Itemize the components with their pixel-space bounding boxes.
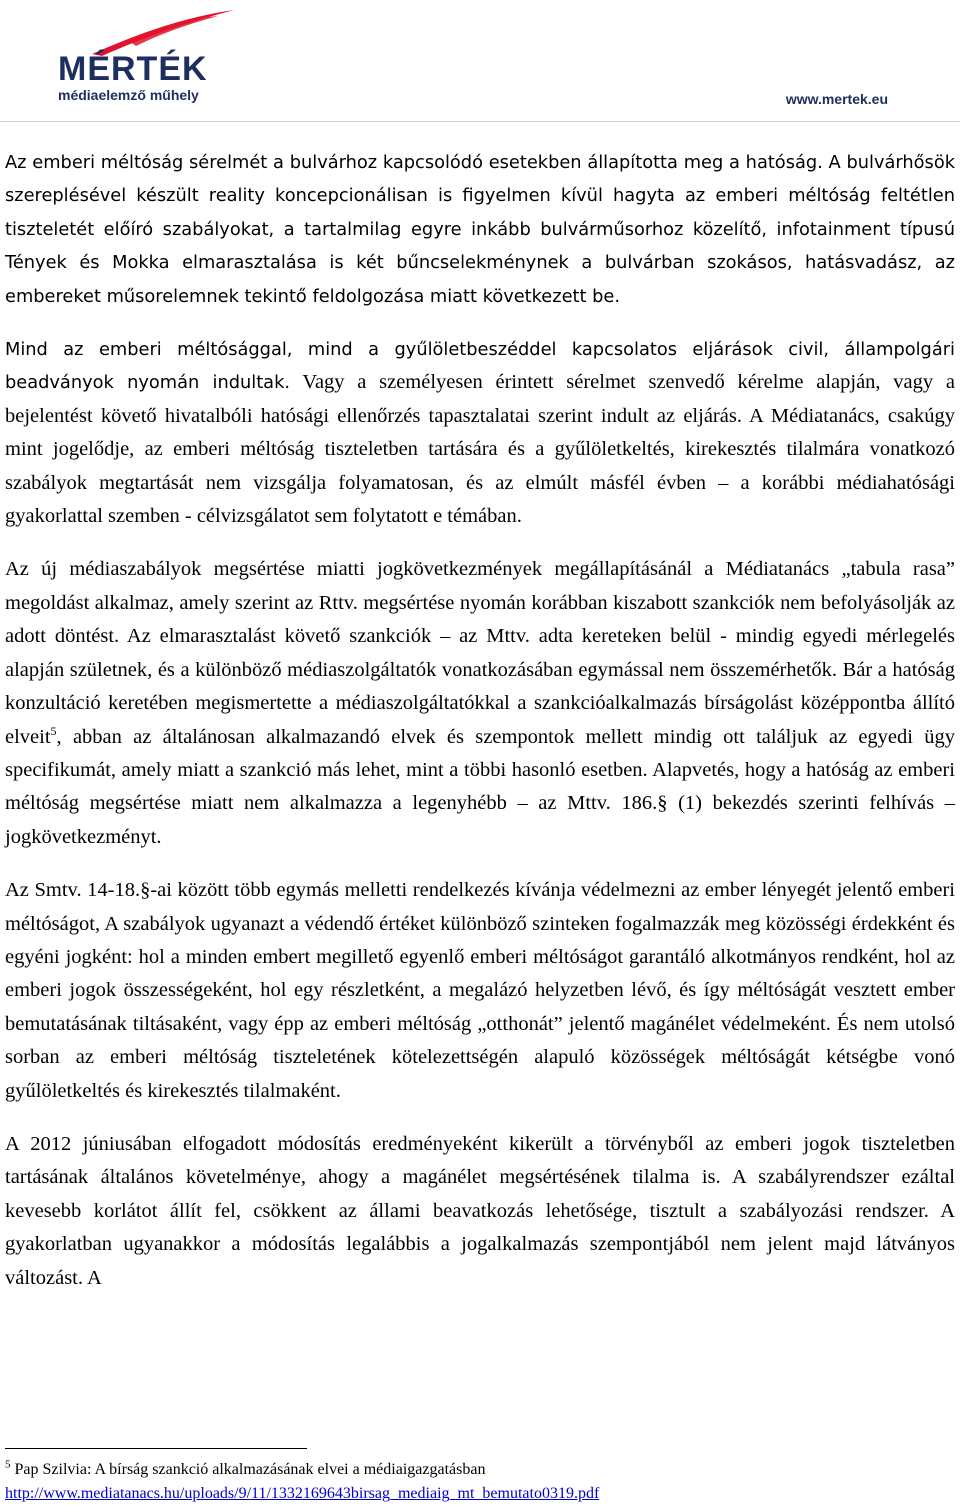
footnote-reference[interactable]: 5 (50, 723, 57, 738)
site-url: www.mertek.eu (785, 91, 888, 107)
paragraph-2-sentence-1: Mind az emberi méltósággal, mind a gyűlöletbeszéddel kapcsolatos eljárások civil, állampolgári beadványok nyomán indultak. (5, 339, 955, 394)
logo-swoosh-icon (88, 4, 238, 56)
paragraph-2 (5, 333, 955, 533)
footnote-link[interactable]: http://www.mediatanacs.hu/uploads/9/11/1332169643birsag_mediaig_mt_bemutato0319.pdf (5, 1485, 600, 1502)
logo-title: MÉRTÉK (58, 50, 208, 88)
paragraph-1: Az emberi méltóság sérelmét a bulvárhoz kapcsolódó esetekben állapította meg a hatóság. A bulvárhősök szereplésével készült reality koncepcionálisan is figyelmen kívül hagyta az emberi méltóság feltétlen tiszteletét előíró szabályokat, a tartalmilag egyre inkább bulvárműsorhoz közelítő, infotainment típusú Tények és Mokka elmarasztalása is két bűncselekménynek a bulvárban szokásos, hatásvadász, az embereket műsorelemnek tekintő feldolgozása miatt következett be. (5, 152, 955, 307)
paragraph-2-sentence-3: A Médiatanács, csakúgy mint jogelődje, az emberi méltóság tiszteletben tartására és a gyűlöletkeltés, kirekesztés tilalmára vonatkozó szabályok megtartását nem vizsgálja folyamatosan, és az elmúlt másfél évben – a korábbi médiahatósági gyakorlattal szemben - célvizsgálatot sem folytatott e témában. (5, 404, 955, 528)
logo-subtitle: médiaelemző műhely (58, 87, 199, 103)
paragraph-2-sentence-2: Vagy a személyesen érintett sérelmet szenvedő kérelme alapján, vagy a bejelentést követő hivatalbóli hatósági ellenőrzés tapasztalatai szerint indult az eljárás. (5, 371, 955, 427)
page-header (0, 0, 960, 122)
header-divider (0, 121, 960, 122)
paragraph-3-part-1: Az új médiaszabályok megsértése miatti jogkövetkezmények megállapításánál a Médiatanács „tabula rasa” megoldást alkalmaz, amely szerint az Rttv. megsértése nyomán korábban kiszabott szankciók nem befolyásolják az adott döntést. Az elmarasztalást követő szankciók – az Mttv. adta kereteken belül - mindig egyedi mérlegelés alapján születnek, és a különböző médiaszolgáltatók vonatkozásában egymással nem összemérhetők. Bár a hatóság konzultáció keretében megismertette a médiaszolgáltatókkal a szankcióalkalmazás bírságolást középpontba állító elveit (5, 558, 955, 748)
footnote-citation: Pap Szilvia: A bírság szankció alkalmazásának elvei a médiaigazgatásban (10, 1461, 486, 1478)
body-text (5, 146, 955, 1315)
paragraph-3-part-2: , abban az általánosan alkalmazandó elvek és szempontok mellett mindig ott találjuk az egyedi ügy specifikumát, amely miatt a szankció más lehet, mint a többi hasonló esetben. Alapvetés, hogy a hatóság az emberi méltóság megsértése miatt nem alkalmazza a legenyhébb – az Mttv. 186.§ (1) bekezdés szerinti felhívás – jogkövetkezményt. (5, 725, 955, 848)
paragraph-3 (5, 553, 955, 854)
footnote-text (5, 1458, 955, 1482)
footnote-divider (5, 1448, 307, 1449)
paragraph-4: Az Smtv. 14-18.§-ai között több egymás melletti rendelkezés kívánja védelmezni az ember lényegét jelentő emberi méltóságot, A szabályok ugyanazt a védendő értéket különböző szinteken fogalmazzák meg közösségi érdekként és egyéni jogként: hol a minden embert megillető egyenlő emberi méltóságot garantáló alkotmányos rendként, hol az emberi jogok összességeként, hol egy részletként, a megalázó helyzetben lévő, és így méltóságát vesztett ember bemutatásának tiltásaként, vagy épp az emberi méltóság „otthonát” jelentő magánélet védelmeként. És nem utolsó sorban az emberi méltóság tiszteletének kötelezettségén alapuló közösségek méltóságát kétségbe vonó gyűlöletkeltés és kirekesztés tilalmaként. (5, 879, 955, 1102)
footnote (5, 1458, 955, 1506)
paragraph-5: A 2012 júniusában elfogadott módosítás eredményeként kikerült a törvényből az emberi jogok tiszteletben tartásának általános követelménye, ahogy a magánélet megsértésének tilalma is. A szabályrendszer ezáltal kevesebb korlátot állít fel, csökkent az állami beavatkozás lehetősége, tisztult a szabályozási rendszer. A gyakorlatban ugyanakkor a módosítás legalábbis a jogalkalmazás szempontjából nem jelent majd látványos változást. A (5, 1132, 955, 1289)
footnote-number: 5 (5, 1458, 11, 1471)
